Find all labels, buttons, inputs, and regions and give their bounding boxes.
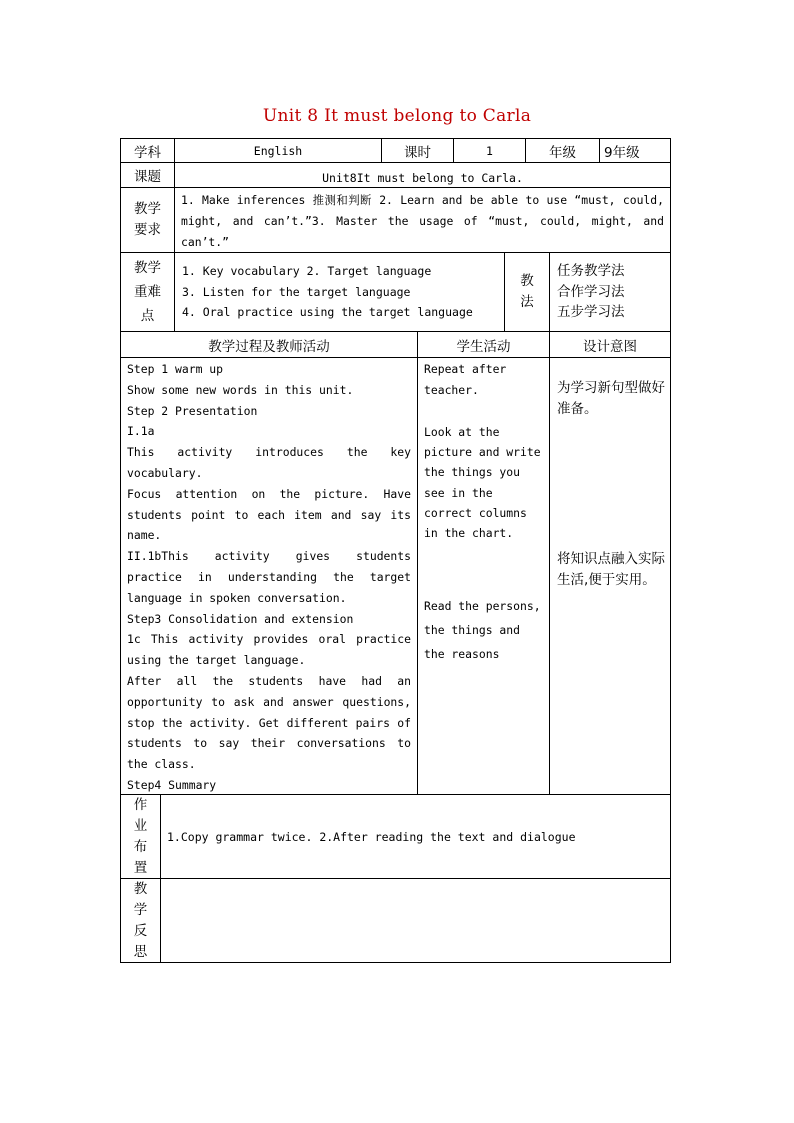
grade-value: 9年级 bbox=[599, 138, 671, 163]
key-point-item: 3. Listen for the target language bbox=[182, 284, 411, 299]
period-label: 课时 bbox=[381, 138, 454, 163]
teacher-step: Step 1 warm up bbox=[127, 362, 224, 376]
student-activity: Look at the picture and write the things you see in the correct columns in the chart. bbox=[424, 425, 541, 541]
reflection-text bbox=[160, 878, 671, 963]
method-item: 任务教学法 bbox=[557, 263, 625, 280]
reflection-label-char: 反 bbox=[133, 922, 148, 939]
method-item: 五步学习法 bbox=[557, 304, 625, 321]
teacher-step: Step4 Summary bbox=[127, 777, 217, 792]
period-value: 1 bbox=[453, 138, 526, 163]
design-intent-header: 设计意图 bbox=[549, 331, 671, 358]
student-activities bbox=[417, 357, 550, 795]
key-points-label bbox=[120, 252, 175, 332]
design-intent-item: 为学习新句型做好准备。 bbox=[557, 380, 665, 417]
reflection-label-char: 学 bbox=[133, 901, 148, 918]
homework-label-char: 作 bbox=[133, 796, 148, 813]
student-activity: Repeat after teacher. bbox=[424, 362, 507, 397]
key-point-item: 4. Oral practice using the target language bbox=[182, 305, 473, 320]
teacher-activity-header: 教学过程及教师活动 bbox=[120, 331, 418, 358]
reflection-label bbox=[120, 878, 161, 963]
requirements-label-line1: 教学 bbox=[134, 201, 161, 217]
key-points-label-line1: 教学 bbox=[134, 260, 161, 276]
teacher-step: Step 2 Presentation bbox=[127, 403, 258, 418]
teacher-step: After all the students have had an opportunity to ask and answer questions, stop the activity. Get different pairs of students to say their conversations to the class. bbox=[127, 673, 411, 772]
requirements-text: 1. Make inferences 推测和判断 2. Learn and be able to use “must, could, might, and can’t.”3. Master the usage of “must, could, might, and can’t.” bbox=[181, 193, 664, 249]
lesson-plan-table bbox=[120, 138, 671, 963]
methods-list bbox=[549, 252, 671, 332]
teacher-step: 1c This activity provides oral practice using the target language. bbox=[127, 632, 411, 668]
reflection-label-char: 教 bbox=[133, 880, 148, 897]
teacher-step: Focus attention on the picture. Have students point to each item and say its name. bbox=[127, 486, 411, 543]
reflection-label-char: 思 bbox=[133, 943, 148, 960]
teacher-step: Show some new words in this unit. bbox=[127, 382, 354, 397]
requirements-label bbox=[120, 187, 175, 253]
method-label bbox=[504, 252, 550, 332]
design-intent-item: 将知识点融入实际生活,便于实用。 bbox=[557, 551, 665, 588]
homework-label-char: 布 bbox=[133, 838, 148, 855]
teacher-step: This activity introduces the key vocabulary. bbox=[127, 445, 411, 480]
student-activity-header: 学生活动 bbox=[417, 331, 550, 358]
design-intent bbox=[549, 357, 671, 795]
homework-label bbox=[120, 794, 161, 879]
teacher-step: II.1bThis activity gives students practice in understanding the target language in spoken conversation. bbox=[127, 549, 411, 605]
key-point-item: 1. Key vocabulary 2. Target language bbox=[182, 264, 432, 279]
teacher-step: I.1a bbox=[127, 424, 155, 439]
requirements-text-cell bbox=[174, 187, 671, 253]
subject-label: 学科 bbox=[120, 138, 175, 163]
key-points-list bbox=[174, 252, 505, 332]
homework-label-char: 业 bbox=[133, 817, 148, 834]
key-points-label-line3: 点 bbox=[140, 308, 155, 324]
document-title: Unit 8 It must belong to Carla bbox=[262, 106, 532, 126]
topic-label: 课题 bbox=[120, 162, 175, 188]
subject-value: English bbox=[174, 138, 382, 163]
key-points-label-line2: 重难 bbox=[134, 284, 161, 300]
teacher-step: Step3 Consolidation and extension bbox=[127, 611, 354, 626]
method-label-line2: 法 bbox=[520, 294, 534, 310]
homework-label-char: 置 bbox=[133, 859, 148, 876]
topic-value: Unit8It must belong to Carla. bbox=[174, 162, 671, 188]
student-activity: Read the persons, the things and the reasons bbox=[424, 599, 541, 661]
homework-text: 1.Copy grammar twice. 2.After reading the text and dialogue bbox=[160, 794, 671, 879]
requirements-label-line2: 要求 bbox=[134, 222, 161, 238]
method-label-line1: 教 bbox=[520, 273, 534, 289]
teacher-activities bbox=[120, 357, 418, 795]
method-item: 合作学习法 bbox=[557, 283, 625, 300]
grade-label: 年级 bbox=[525, 138, 600, 163]
